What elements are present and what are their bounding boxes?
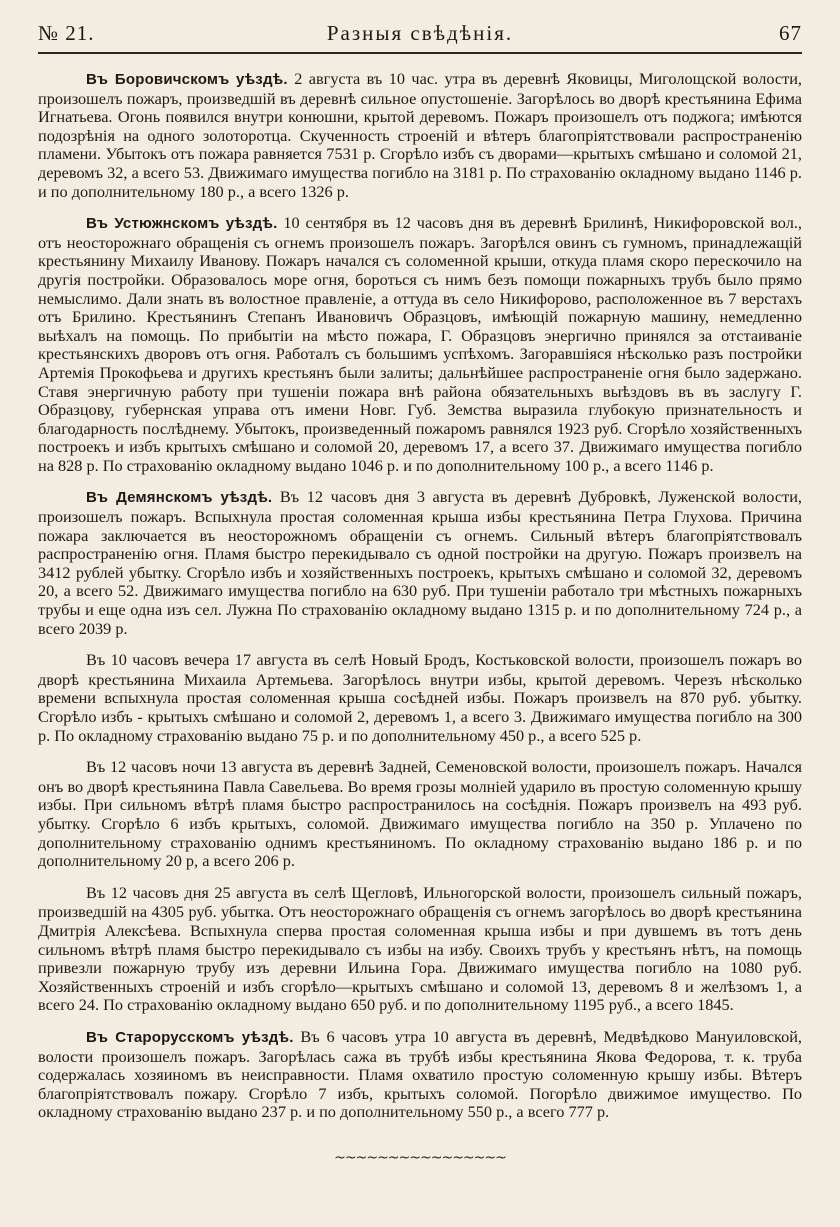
- paragraph-borovichi: [38, 70, 802, 201]
- paragraph-text: Въ 12 часовъ дня 25 августа въ селѣ Щегловѣ, Ильногорской волости, произошелъ сильный пожаръ, произведшій на 4305 руб. убытка. Отъ неосторожнаго обращенія съ огнемъ загорѣлось во дворѣ крестьянина Дмитрія Алексѣева. Вспыхнула сперва простая соломенная крыша избы и при дувшемъ въ тотъ день сильномъ вѣтрѣ пламя быстро перекидывало съ избы на избу. Своихъ трубъ у крестьянъ нѣтъ, на помощь привезли пожарную трубу изъ деревни Ильина Гора. Движимаго имущества погибло на 1080 руб. Хозяйственныхъ строеній и избъ сгорѣло—крытыхъ смѣшано и соломой 13, деревомъ 8 и желѣзомъ 1, а всего 24. По страхованію окладному выдано 650 руб. и по дополнительному 1195 руб., а всего 1845.: [38, 882, 802, 1015]
- ornament-divider: ~~~~~~~~~~~~~~~~: [334, 1150, 506, 1166]
- paragraph-shcheglovo: [38, 884, 802, 1015]
- issue-number: № 21.: [38, 21, 95, 45]
- page-header: [38, 18, 802, 50]
- district-heading: Въ Старорусскомъ уѣздѣ.: [86, 1028, 294, 1046]
- paragraph-text: Въ 12 часовъ дня 3 августа въ деревнѣ Дубровкѣ, Луженской волости, произошелъ пожаръ. Вспыхнула простая соломенная крыша избы крестьянина Петра Глухова. Причина пожара заключается въ неосторожномъ обращеніи съ огнемъ. Сильный вѣтеръ благопріятствовалъ распространенію огня. Пламя быстро перекидывало съ одной постройки на другую. Пожаръ произвелъ на 3412 рублей убытку. Сгорѣло избъ и хозяйственныхъ построекъ, крытыхъ смѣшано и соломой 32, деревомъ 20, а всего 52. Движимаго имущества погибло на 630 руб. При тушеніи работало три мѣстныхъ пожарныхъ трубы и еще одна изъ сел. Лужна По страхованію окладному выдано 1315 р. и по дополнительному 724 р., а всего 2039 р.: [38, 487, 802, 638]
- article-body: [38, 70, 802, 1135]
- page-number: 67: [779, 21, 802, 45]
- district-heading: Въ Боровичскомъ уѣздѣ.: [86, 71, 288, 88]
- district-heading: Въ Устюжнскомъ уѣздѣ.: [86, 215, 278, 233]
- paragraph-ustyuzhna: [38, 214, 802, 475]
- paragraph-text: Въ 10 часовъ вечера 17 августа въ селѣ Новый Бродъ, Костьковской волости, произошелъ пожаръ во дворѣ крестьянина Михаила Артемьева. Загорѣлось внутри избы, крытой деревомъ. Черезъ нѣсколько времени вспыхнула простая соломенная крыша сосѣдней избы. Пожаръ произвелъ на 870 руб. убытку. Сгорѣло избъ - крытыхъ смѣшано и соломой 2, деревомъ 1, а всего 3. Движимаго имущества погибло на 300 р. По окладному страхованію выдано 75 р. и по дополнительному 450 р., а всего 525 р.: [38, 650, 802, 745]
- paragraph-demyansk: [38, 488, 802, 638]
- paragraph-text: 10 сентября въ 12 часовъ дня въ деревнѣ Брилинѣ, Никифоровской вол., отъ неосторожнаго обращенія съ огнемъ произошелъ пожаръ. Загорѣлся овинъ съ гумномъ, принадлежащій крестьянину Михаилу Иванову. Пожаръ начался съ соломенной крыши, откуда пламя скоро перескочило на другія постройки. Образовалось море огня, бороться съ нимъ безъ помощи пожарныхъ трубъ было прямо немыслимо. Дали знать въ волостное правленіе, а оттуда въ село Никифорово, расположенное въ 7 верстахъ отъ Брилино. Крестьянинъ Степанъ Ивановичъ Образцовъ, имѣющій пожарную машину, немедленно выѣхалъ на помощь. По прибытіи на мѣсто пожара, Г. Образцовъ энергично принялся за отстаиваніе крестьянскихъ дворовъ отъ огня. Работалъ съ большимъ успѣхомъ. Загоравшіяся нѣсколько разъ постройки Артемія Прокофьева и другихъ крестьянъ были залиты; дальнѣйшее распространеніе огня было задержано. Ставя энергичную работу при тушеніи пожара внѣ района обязательныхъ выѣздовъ въ въ заслугу Г. Образцову, губернская управа отъ имени Новг. Губ. Земства выразила глубокую признательность и благодарность послѣднему. Убытокъ, произведенный пожаромъ равнялся 1923 руб. Сгорѣло хозяйственныхъ построекъ и избъ крытыхъ смѣшано и соломой 20, деревомъ 17, а всего 37. Движимаго имущества погибло на 828 р. По страхованію окладному выдано 1046 р. и по дополнительному 100 р., а всего 1146 р.: [38, 213, 802, 475]
- header-rule: [38, 52, 802, 54]
- paragraph-text: 2 августа въ 10 час. утра въ деревнѣ Яковицы, Миголощской волости, произошелъ пожаръ, произведшій въ деревнѣ сильное опустошеніе. Загорѣлось во дворѣ крестьянина Ефима Игнатьева. Огонь появился внутри конюшни, крытой деревомъ. Пожаръ произошелъ отъ поджога; имѣются подозрѣнія на одного золоторотца. Скученность строеній и вѣтеръ благопріятствовали распространенію пламени. Убытокъ отъ пожара равняется 7531 р. Сгорѣло избъ съ дворами—крытыхъ смѣшано и соломой 21, деревомъ 32, а всего 53. Движимаго имущества погибло на 3181 р. По страхованію окладному выдано 1146 р. и по дополнительному 180 р., а всего 1326 р.: [38, 69, 802, 201]
- paragraph-novy-brod: [38, 651, 802, 745]
- paragraph-zadnyaya: [38, 758, 802, 871]
- district-heading: Въ Демянскомъ уѣздѣ.: [86, 489, 273, 507]
- running-title: Разныя свѣдѣнія.: [326, 21, 514, 45]
- paragraph-text: Въ 12 часовъ ночи 13 августа въ деревнѣ Задней, Семеновской волости, произошелъ пожаръ. Начался онъ во дворѣ крестьянина Павла Савельева. Во время грозы молніей ударило въ простую соломенную крышу избы. При сильномъ вѣтрѣ пламя быстро распространилось на сосѣднія. Пожаръ произвелъ на 493 руб. убытку. Сгорѣло 6 избъ крытыхъ, соломой. Движимаго имущества погибло на 350 р. Уплачено по дополнительному страхованію однимъ крестьяниномъ. По окладному страхованію выдано 186 р. и по дополнительному 20 р, а всего 206 р.: [38, 757, 802, 871]
- paragraph-text: Въ 6 часовъ утра 10 августа въ деревнѣ, Медвѣдково Мануиловской, волости произошелъ пожаръ. Загорѣлась сажа въ трубѣ избы крестьянина Якова Федорова, т. к. труба содержалась хозяиномъ въ неисправности. Пламя охватило простую соломенную крышу избы. Вѣтеръ благопріятствовалъ пожару. Сгорѣло 7 избъ, крытыхъ соломой. Погорѣло движимое имущество. По окладному страхованію выдано 237 р. и по дополнительному 550 р., а всего 777 р.: [38, 1026, 802, 1122]
- paragraph-staraya-russa: [38, 1028, 802, 1122]
